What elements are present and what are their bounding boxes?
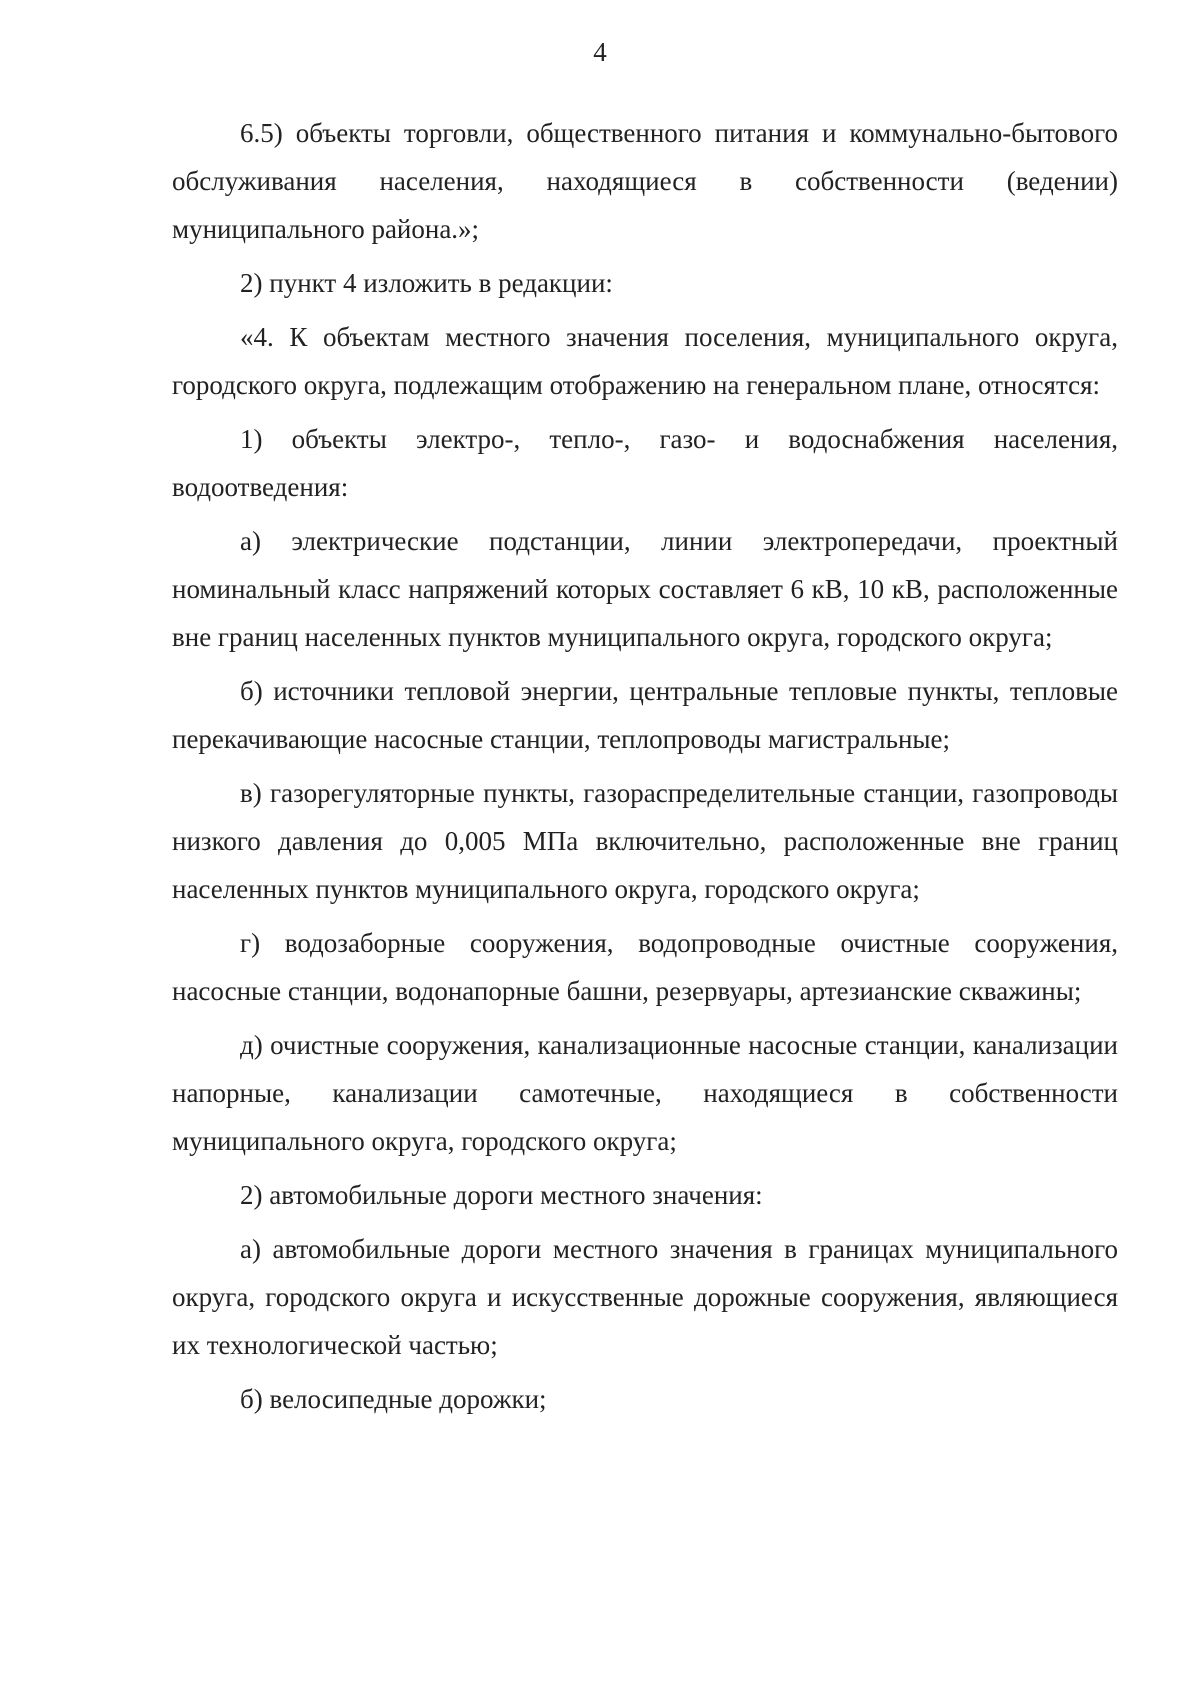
paragraph-6-5: 6.5) объекты торговли, общественного питания и коммунально-бытового обслуживания населения, находящиеся в собственности (ведении) муниципального района.»; (172, 118, 1118, 244)
paragraph-subitem-a: а) электрические подстанции, линии электропередачи, проектный номинальный класс напряжений которых составляет 6 кВ, 10 кВ, расположенные вне границ населенных пунктов муниципального округа, городского округа; (172, 526, 1118, 652)
paragraph-point-4: «4. К объектам местного значения поселения, муниципального округа, городского округа, подлежащим отображению на генеральном плане, относятся: (172, 322, 1118, 400)
paragraph-subitem-2b: б) велосипедные дорожки; (240, 1384, 547, 1414)
paragraph-subitem-2: 2) автомобильные дороги местного значения: (240, 1180, 763, 1210)
paragraph-subitem-g: г) водозаборные сооружения, водопроводные очистные сооружения, насосные станции, водонапорные башни, резервуары, артезианские скважины; (172, 928, 1118, 1006)
paragraph-subitem-2a: а) автомобильные дороги местного значения в границах муниципального округа, городского округа и искусственные дорожные сооружения, являющиеся их технологической частью; (172, 1234, 1118, 1360)
paragraph-subitem-b: б) источники тепловой энергии, центральные тепловые пункты, тепловые перекачивающие насосные станции, теплопроводы магистральные; (172, 676, 1118, 754)
page-number: 4 (593, 37, 607, 67)
paragraph-subitem-v: в) газорегуляторные пункты, газораспределительные станции, газопроводы низкого давления до 0,005 МПа включительно, расположенные вне границ населенных пунктов муниципального округа, городского округа; (172, 778, 1118, 904)
paragraph-item-2: 2) пункт 4 изложить в редакции: (240, 268, 613, 298)
document-body (172, 109, 1118, 1423)
paragraph-subitem-1: 1) объекты электро-, тепло-, газо- и водоснабжения населения, водоотведения: (172, 424, 1118, 502)
paragraph-subitem-d: д) очистные сооружения, канализационные насосные станции, канализации напорные, канализации самотечные, находящиеся в собственности муниципального округа, городского округа; (172, 1030, 1118, 1156)
